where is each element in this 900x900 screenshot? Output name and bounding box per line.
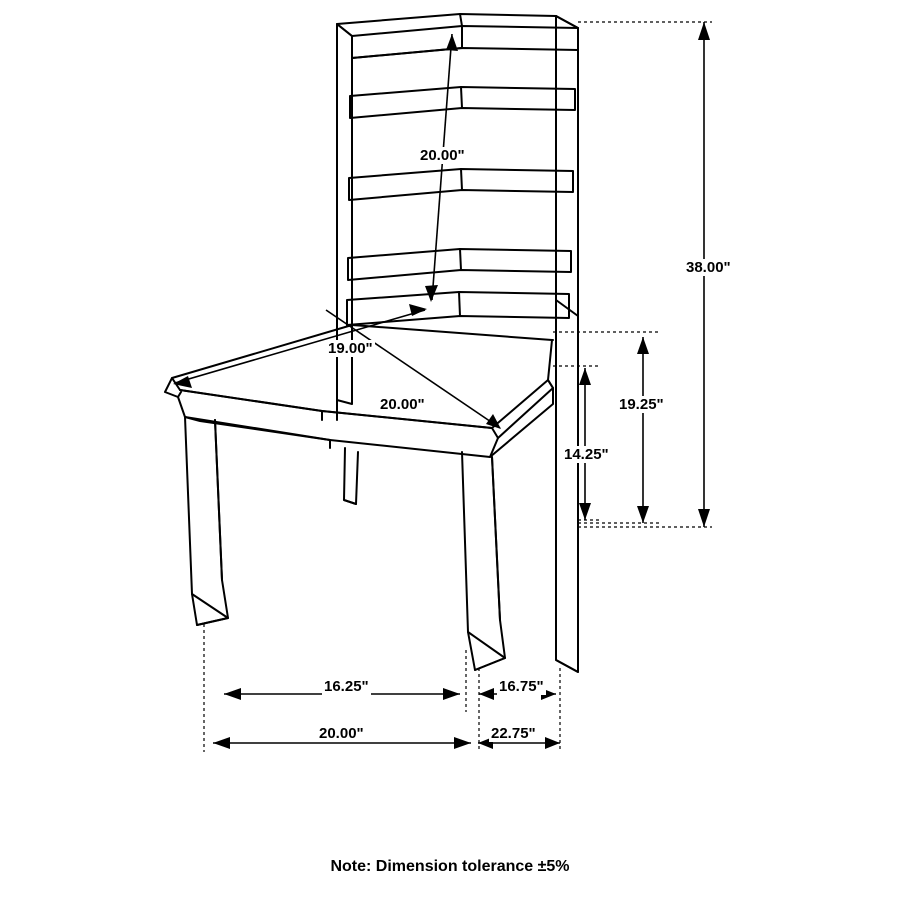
arrowhead (545, 737, 560, 749)
dimension-label-seat-width-diagonal: 20.00" (380, 396, 425, 413)
dimension-label-overall-depth: 22.75" (491, 725, 536, 742)
arrowhead (698, 22, 710, 40)
arrowhead (224, 688, 241, 700)
dimension-label-front-leg-span: 16.25" (324, 678, 369, 695)
arrowhead (637, 506, 649, 523)
arrowhead (479, 688, 494, 700)
dimension-label-side-depth-upper: 16.75" (499, 678, 544, 695)
dimension-label-seat-height: 14.25" (564, 446, 609, 463)
dimension-lines (173, 22, 712, 752)
arrowhead (454, 737, 471, 749)
dimension-label-overall-width: 20.00" (319, 725, 364, 742)
dimension-label-seat-depth-diagonal: 19.00" (328, 340, 373, 357)
arrowhead (443, 688, 460, 700)
arrowhead (213, 737, 230, 749)
arrowhead (637, 337, 649, 354)
dimline-seat-depth (175, 310, 425, 383)
arrowhead (409, 304, 427, 316)
arrowhead (446, 34, 458, 51)
dimension-label-seat-back-height: 19.25" (619, 396, 664, 413)
dimension-label-overall-height: 38.00" (686, 259, 731, 276)
tolerance-note: Note: Dimension tolerance ±5% (330, 858, 570, 875)
arrowhead (579, 368, 591, 385)
dimension-label-back-height-diagonal: 20.00" (420, 147, 465, 164)
arrowhead (579, 503, 591, 520)
dimline-back-height (432, 34, 452, 300)
arrowhead (698, 509, 710, 527)
